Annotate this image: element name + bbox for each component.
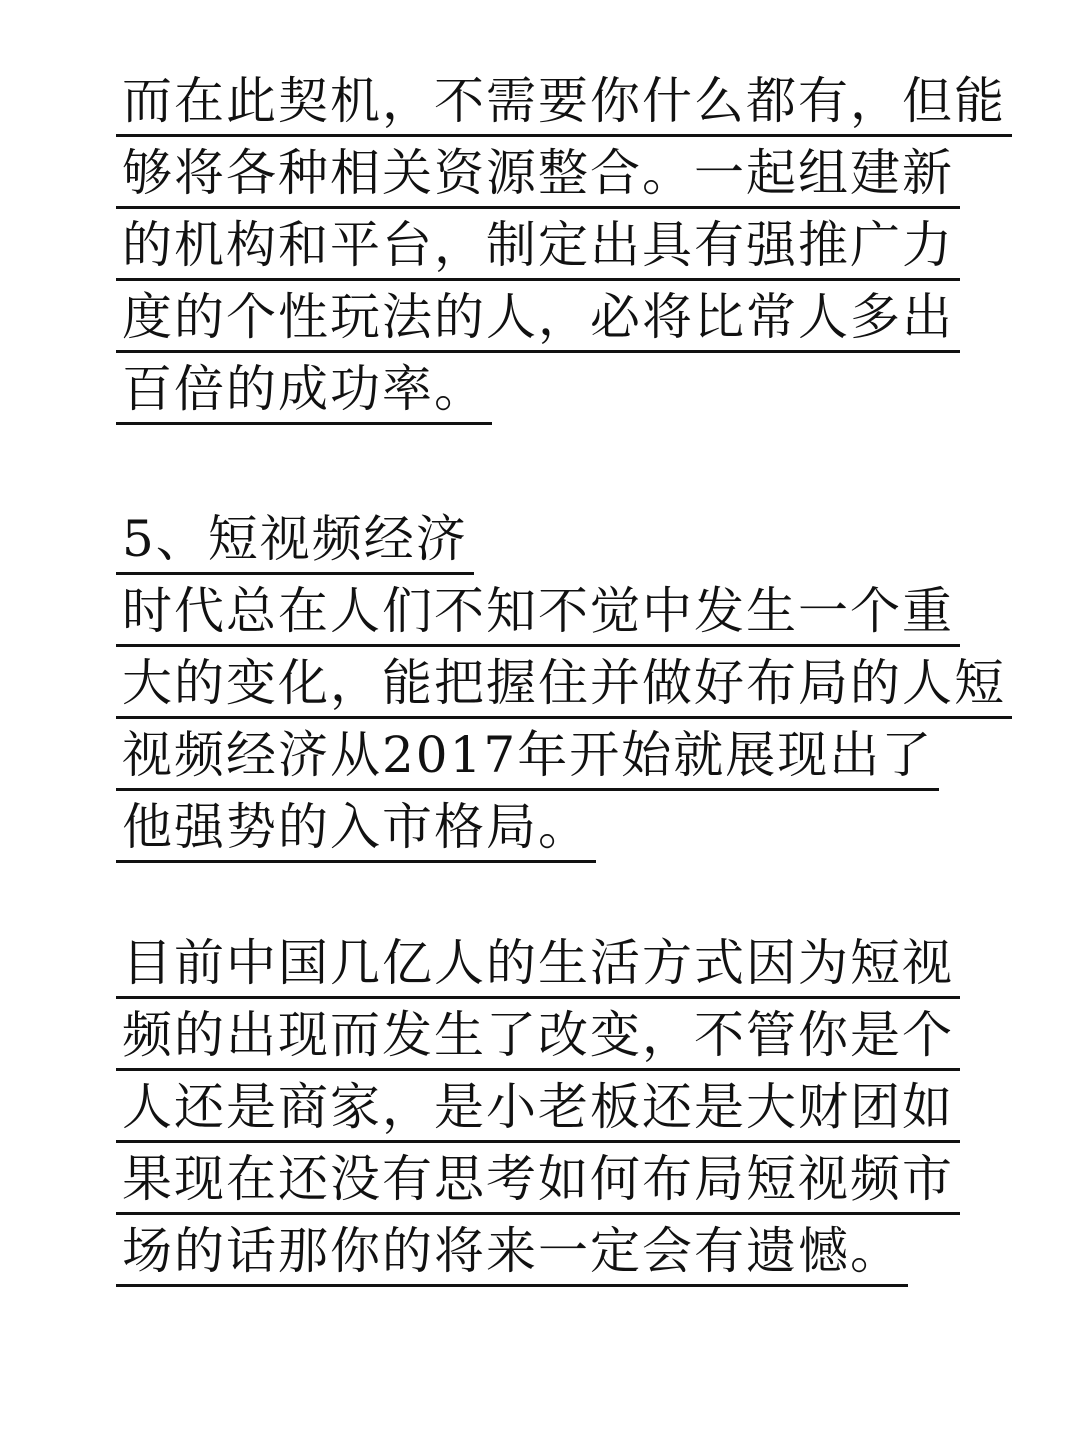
text-line <box>116 356 1012 428</box>
line-text: 果现在还没有思考如何布局短视频市 <box>116 1146 960 1215</box>
text-line <box>116 1146 960 1218</box>
text-line <box>116 930 960 1002</box>
line-text: 人还是商家，是小老板还是大财团如 <box>116 1074 960 1143</box>
line-text: 百倍的成功率。 <box>116 356 492 425</box>
text-line <box>116 140 1012 212</box>
line-text: 够将各种相关资源整合。一起组建新 <box>116 140 960 209</box>
line-text: 大的变化，能把握住并做好布局的人短 <box>116 650 1012 719</box>
line-text: 他强势的入市格局。 <box>116 794 596 863</box>
paragraph-opportunity <box>116 68 1012 428</box>
text-line <box>116 794 1012 866</box>
line-text: 场的话那你的将来一定会有遗憾。 <box>116 1218 908 1287</box>
line-text: 频的出现而发生了改变，不管你是个 <box>116 1002 960 1071</box>
text-line <box>116 1074 960 1146</box>
line-text: 目前中国几亿人的生活方式因为短视 <box>116 930 960 999</box>
line-text: 的机构和平台，制定出具有强推广力 <box>116 212 960 281</box>
line-text: 而在此契机，不需要你什么都有，但能 <box>116 68 1012 137</box>
text-line <box>116 1002 960 1074</box>
line-text: 时代总在人们不知不觉中发生一个重 <box>116 578 960 647</box>
text-line <box>116 284 1012 356</box>
text-line <box>116 578 1012 650</box>
section-short-video-economy <box>116 506 1012 866</box>
text-line <box>116 68 1012 140</box>
section-heading <box>116 506 1012 578</box>
line-text: 视频经济从2017年开始就展现出了 <box>116 722 939 791</box>
text-line <box>116 722 1012 794</box>
paragraph-china-lifestyle <box>116 930 960 1290</box>
line-text: 度的个性玩法的人，必将比常人多出 <box>116 284 960 353</box>
text-line <box>116 212 1012 284</box>
text-line <box>116 650 1012 722</box>
heading-text: 5、短视频经济 <box>116 506 474 575</box>
text-line <box>116 1218 960 1290</box>
